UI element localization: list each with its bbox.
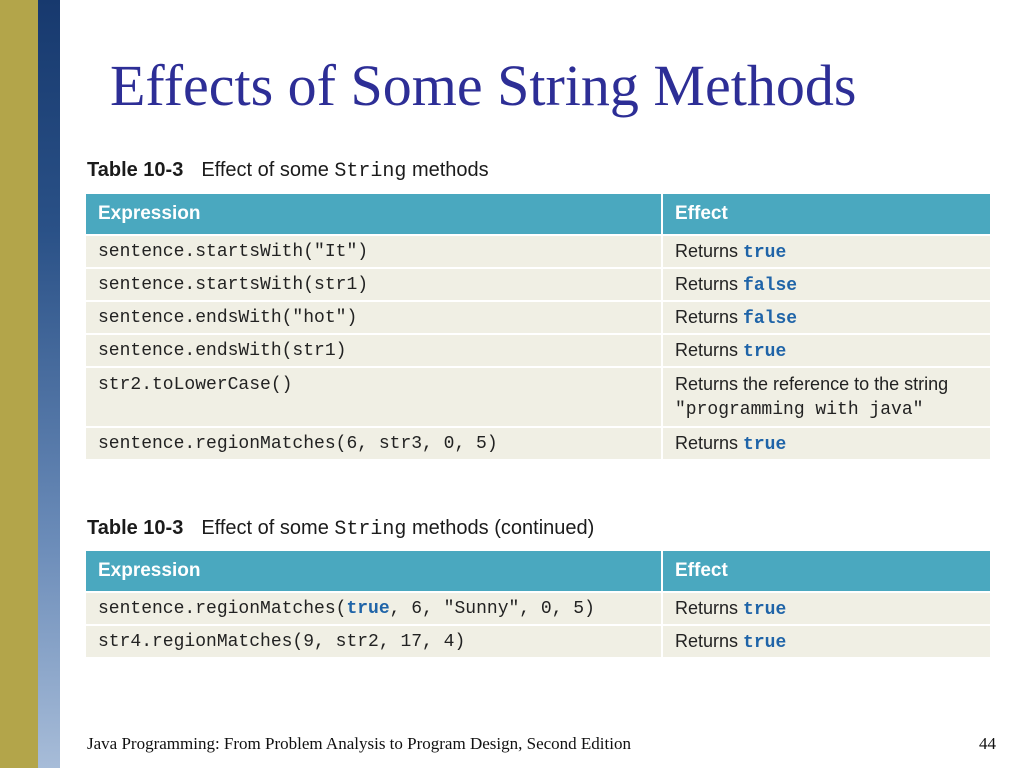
- table1-caption-code: String: [334, 160, 407, 183]
- page-number: 44: [979, 734, 996, 753]
- effect-string-literal: "programming with java": [675, 400, 924, 420]
- table-row: [86, 625, 990, 657]
- effect-text: Returns: [675, 630, 739, 651]
- effect-cell: [662, 427, 990, 459]
- footer-source: Java Programming: From Problem Analysis to Program Design, Second Edition: [87, 734, 631, 753]
- effect-keyword: true: [743, 599, 787, 620]
- effect-text: Returns the reference to the string: [675, 374, 949, 394]
- effect-text: Returns: [675, 240, 739, 261]
- table-row: [86, 268, 990, 301]
- string-methods-table: [86, 194, 990, 459]
- effect-text: Returns: [675, 339, 739, 360]
- header-effect: Effect: [662, 194, 990, 235]
- effect-text: Returns: [675, 306, 739, 327]
- effect-keyword: false: [743, 308, 798, 329]
- expression-cell: sentence.startsWith(str1): [86, 268, 662, 301]
- header-effect: Effect: [662, 551, 990, 592]
- table-row: [86, 367, 990, 427]
- expression-cell: str4.regionMatches(9, str2, 17, 4): [86, 625, 662, 657]
- effect-cell: [662, 625, 990, 657]
- expression-keyword: true: [346, 598, 390, 619]
- table-row: [86, 334, 990, 367]
- effect-keyword: true: [743, 632, 787, 653]
- effect-keyword: true: [743, 341, 787, 362]
- table2-caption-code: String: [334, 518, 407, 541]
- expression-cell: sentence.endsWith("hot"): [86, 301, 662, 334]
- effect-text: Returns: [675, 597, 739, 618]
- table1-caption: [87, 159, 489, 183]
- table2-caption-suffix: methods (continued): [411, 517, 595, 539]
- table-row: [86, 301, 990, 334]
- effect-cell: [662, 268, 990, 301]
- header-expression: Expression: [86, 194, 662, 235]
- table2-caption: [87, 517, 594, 541]
- effect-cell: [662, 301, 990, 334]
- effect-text: Returns: [675, 273, 739, 294]
- expression-cell: [86, 592, 662, 625]
- expression-cell: sentence.endsWith(str1): [86, 334, 662, 367]
- slide-title: Effects of Some String Methods: [110, 53, 857, 118]
- effect-keyword: true: [743, 434, 787, 455]
- effect-keyword: true: [743, 242, 787, 263]
- expression-text: sentence.regionMatches(: [98, 598, 347, 619]
- table-row: [86, 235, 990, 268]
- table1-caption-number: Table 10-3: [87, 159, 184, 181]
- string-methods-table-continued: [86, 551, 990, 657]
- header-expression: Expression: [86, 551, 662, 592]
- effect-cell: [662, 334, 990, 367]
- side-bar-gold: [0, 0, 38, 768]
- expression-cell: sentence.regionMatches(6, str3, 0, 5): [86, 427, 662, 459]
- side-bar-navy: [38, 0, 60, 768]
- effect-cell: [662, 367, 990, 427]
- table-header-row: [86, 194, 990, 235]
- effect-cell: [662, 235, 990, 268]
- table1-caption-suffix: methods: [411, 159, 489, 181]
- effect-cell: [662, 592, 990, 625]
- effect-text: Returns: [675, 432, 739, 453]
- expression-cell: str2.toLowerCase(): [86, 367, 662, 427]
- table2-caption-number: Table 10-3: [87, 517, 184, 539]
- expression-cell: sentence.startsWith("It"): [86, 235, 662, 268]
- effect-keyword: false: [743, 275, 798, 296]
- expression-text: , 6, "Sunny", 0, 5): [389, 598, 595, 619]
- table-row: [86, 592, 990, 625]
- table-header-row: [86, 551, 990, 592]
- table1-caption-text: Effect of some: [201, 159, 329, 181]
- table2-caption-text: Effect of some: [201, 517, 329, 539]
- table-row: [86, 427, 990, 459]
